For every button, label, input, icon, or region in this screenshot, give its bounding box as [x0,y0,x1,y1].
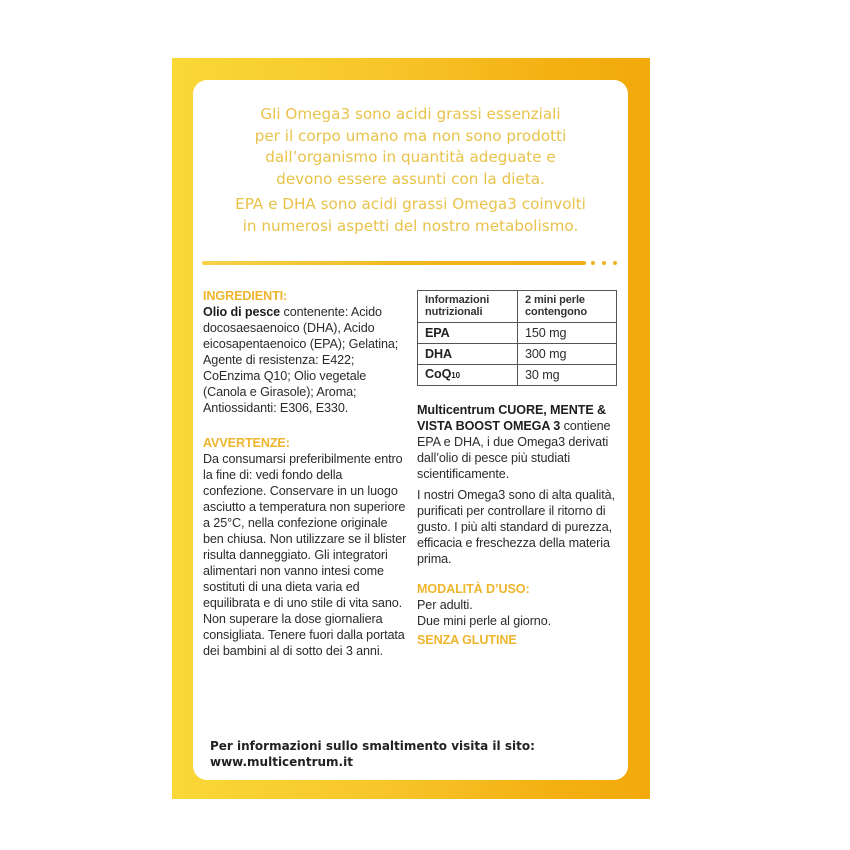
warnings-text: Da consumarsi preferibilmente entro la fine di: vedi fondo della confezione. Conservare in un luogo asciutto a temperatura non superiore a 25°C, nella confezione originale ben chiusa. Non utilizzare se il blister risulta danneggiato. Gli integratori alimentari non vanno intesi come sostituti di una dieta varia ed equilibrata e di uno stile di vita sano. Non superare la dose giornaliera consigliata. Tenere fuori dalla portata dei bambini al di sotto dei 3 anni. [203,452,407,658]
usage-line-1: Per adulti. [417,598,473,612]
dot-icon [591,261,595,265]
product-description: Multicentrum CUORE, MENTE & VISTA BOOST OMEGA 3 contiene EPA e DHA, i due Omega3 derivati dall’olio di pesce più studiati scientificamente. [417,403,611,481]
nutrition-table [417,290,617,386]
website-link[interactable]: www.multicentrum.it [210,755,353,769]
package-panel [193,80,628,780]
divider-line [202,261,586,265]
package-frame [172,58,650,799]
warnings-heading: AVVERTENZE: [203,436,290,450]
warnings-section [203,435,409,659]
header-nutrition-info: Informazioni nutrizionali [418,291,518,323]
nutrient-value: 30 mg [518,365,617,386]
dot-icon [602,261,606,265]
quality-text: I nostri Omega3 sono di alta qualità, purificati per controllare il ritorno di gusto. I più alti standard di purezza, efficacia e freschezza della materia prima. [417,488,615,566]
ingredients-section [203,288,409,416]
disposal-info [210,738,535,770]
usage-section [417,581,622,648]
usage-line-2: Due mini perle al giorno. [417,614,552,628]
table-row [418,344,617,365]
nutrient-name: DHA [418,344,518,365]
dot-icon [613,261,617,265]
right-column [417,290,622,648]
intro-paragraph-1: Gli Omega3 sono acidi grassi essenziali per il corpo umano ma non sono prodotti dall’organismo in quantità adeguate e devono essere assunti con la dieta. [254,105,567,188]
nutrient-value: 150 mg [518,323,617,344]
disposal-text: Per informazioni sullo smaltimento visita il sito: [210,739,535,753]
table-row [418,365,617,386]
intro-text [193,104,628,237]
nutrient-value: 300 mg [518,344,617,365]
intro-paragraph-2: EPA e DHA sono acidi grassi Omega3 coinvolti in numerosi aspetti del nostro metabolismo. [235,195,586,235]
ingredients-lead: Olio di pesce [203,305,281,319]
header-amount: 2 mini perle contengono [518,291,617,323]
product-name: Multicentrum CUORE, MENTE & VISTA BOOST OMEGA 3 [417,403,607,433]
ingredients-heading: INGREDIENTI: [203,289,288,303]
nutrient-name: CoQ10 [418,365,518,386]
nutrition-table-header [418,291,617,323]
usage-heading: MODALITÀ D’USO: [417,582,530,596]
left-column [203,288,409,659]
nutrient-name: EPA [418,323,518,344]
ingredients-text: Olio di pesce contenente: Acido docosaesaenoico (DHA), Acido eicosapentaenoico (EPA); Gelatina; Agente di resistenza: E422; CoEnzima Q10; Olio vegetale (Canola e Girasole); Aroma; Antiossidanti: E306, E330. [203,305,399,415]
table-row [418,323,617,344]
divider-dots-icon [591,261,617,265]
gluten-free-label: SENZA GLUTINE [417,633,517,647]
